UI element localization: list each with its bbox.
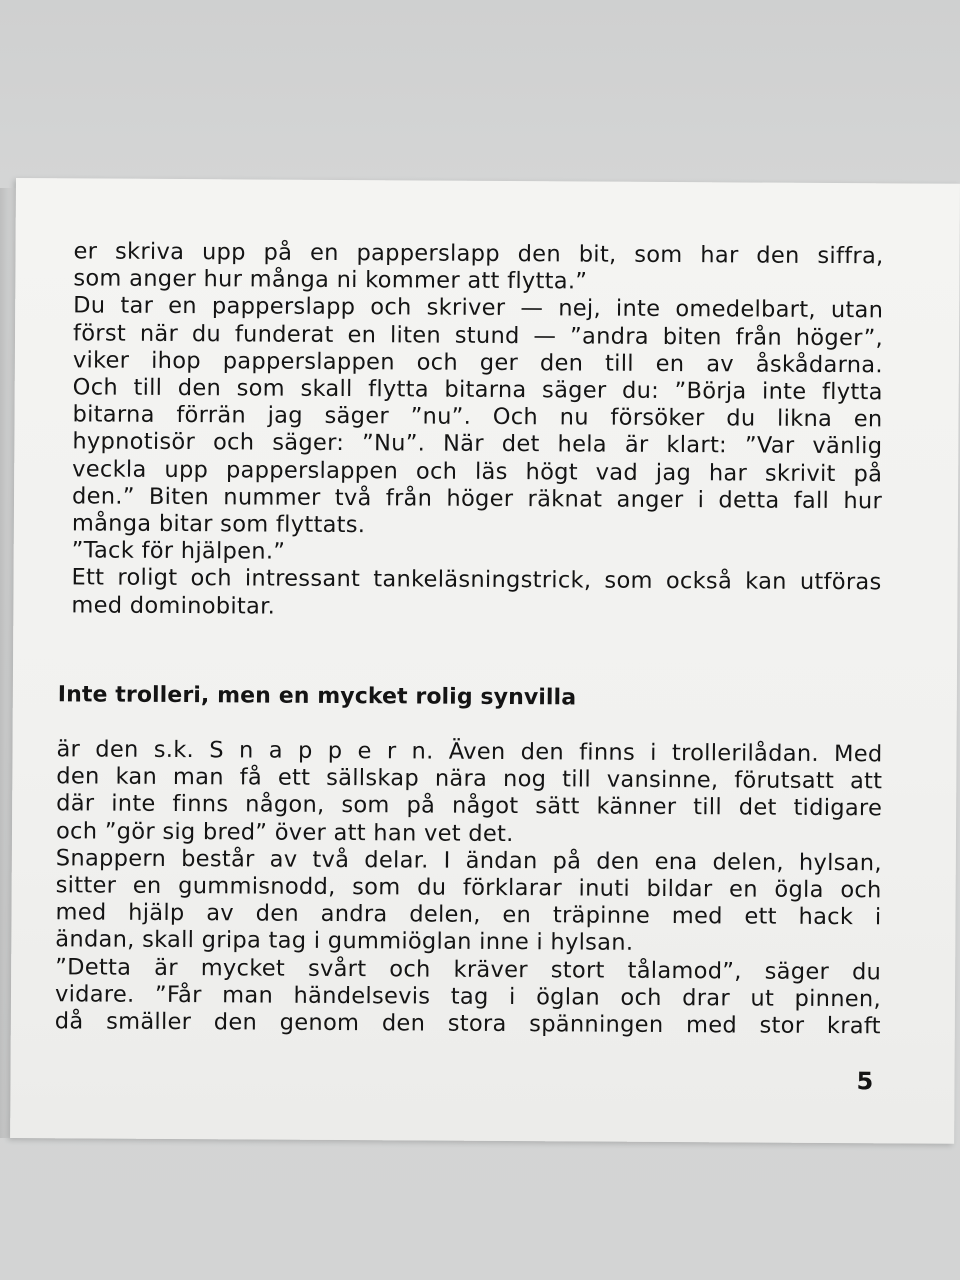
text-line: först när du funderat en liten stund — ”andra biten från höger”, — [72, 319, 884, 351]
text-line: många bitar som flyttats. — [71, 510, 366, 539]
text-line: som anger hur många ni kommer att flytta.” — [73, 265, 588, 295]
top-paragraph — [71, 238, 883, 624]
text-line: sitter en gummisnodd, som du förklarar inuti bildar en ögla och — [55, 872, 882, 904]
text-line: ”Detta är mycket svårt och kräver stort tålamod”, säger du — [55, 953, 882, 985]
text-line: er skriva upp på en papperslapp den bit, som har den siffra, — [73, 238, 884, 270]
text-line: bitarna förrän jag säger ”nu”. Och nu försöker du likna en — [72, 401, 883, 433]
text-line: Och till den som skall flytta bitarna säger du: ”Börja inte flytta — [72, 374, 883, 406]
text-line: ändan, skall gripa tag i gummiöglan inne i hylsan. — [55, 926, 634, 957]
text-line: Du tar en papperslapp och skriver — nej, inte omedelbart, utan — [73, 292, 884, 324]
text-line: då smäller den genom den stora spänningen med stor kraft — [54, 1008, 881, 1040]
bottom-paragraph — [55, 736, 883, 1040]
section-heading: Inte trolleri, men en mycket rolig synvilla — [57, 682, 577, 711]
text-line: hypnotisör och säger: ”Nu”. När det hela är klart: ”Var vänlig — [72, 428, 883, 460]
text-line: Snappern består av två delar. I ändan på den ena delen, hylsan, — [55, 845, 882, 877]
page-number: 5 — [856, 1067, 874, 1096]
text-line: den kan man få ett sällskap nära nog till vansinne, förutsatt att — [56, 763, 883, 795]
text-line: där inte finns någon, som på något sätt känner till det tidigare — [56, 790, 883, 822]
text-line: ”Tack för hjälpen.” — [71, 537, 286, 565]
text-line: är den s.k. S n a p p e r n. Även den finns i trollerilådan. Med — [56, 736, 883, 768]
text-line: den.” Biten nummer två från höger räknat anger i detta fall hur — [71, 483, 883, 515]
text-line: veckla upp papperslappen och läs högt vad jag har skrivit på — [72, 455, 883, 487]
text-line: och ”gör sig bred” över att han vet det. — [55, 817, 514, 847]
text-line: med dominobitar. — [71, 591, 276, 620]
text-line: viker ihop papperslappen och ger den till en av åskådarna. — [72, 347, 883, 379]
text-line: med hjälp av den andra delen, en träpinne med ett hack i — [55, 899, 882, 931]
text-line: vidare. ”Får man händelsevis tag i öglan och drar ut pinnen, — [54, 981, 882, 1013]
text-line: Ett roligt och intressant tankeläsningstrick, som också kan utföras — [71, 564, 882, 596]
book-page — [10, 178, 960, 1144]
